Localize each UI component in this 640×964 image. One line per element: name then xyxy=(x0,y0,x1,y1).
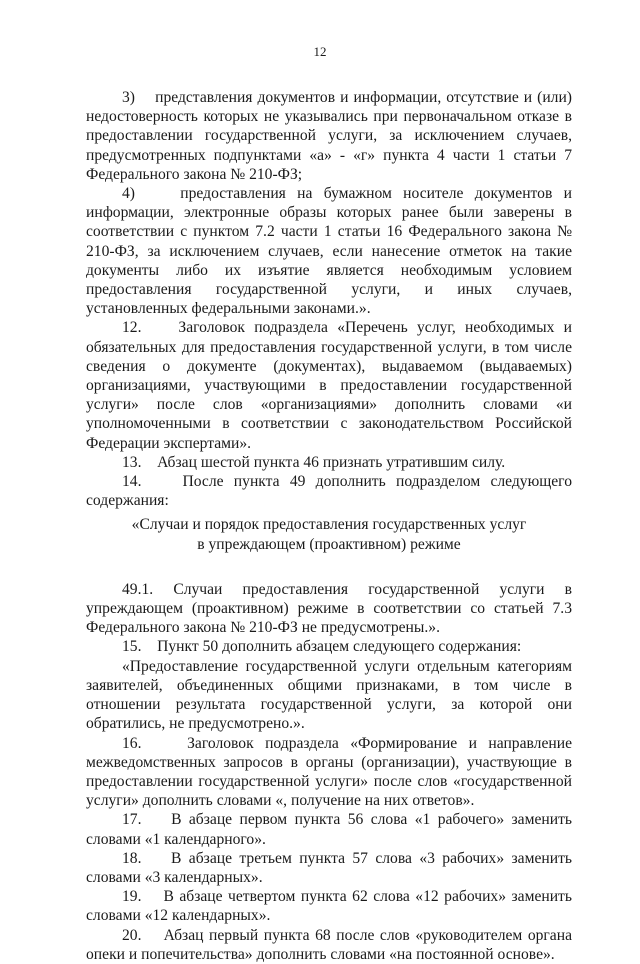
paragraph-19: 19. В абзаце четвертом пункта 62 слова «12 рабочих» заменить словами «12 календарных». xyxy=(86,888,572,925)
section-heading xyxy=(86,515,572,553)
paragraph-16: 16. Заголовок подраздела «Формирование и направление межведомственных запросов в органы (организации), участвующие в предоставлении государственной услуги» после слов «государственной услуги» дополнить словами «, получение на них ответов». xyxy=(86,734,572,810)
paragraph-17: 17. В абзаце первом пункта 56 слова «1 рабочего» заменить словами «1 календарного». xyxy=(86,811,572,848)
page-number: 12 xyxy=(313,44,327,59)
paragraph-item-3: 3) представления документов и информации, отсутствие и (или) недостоверность которых не указывались при первоначальном отказе в предоставлении государственной услуги, за исключением случаев, предусмотренных подпунктами «а» - «г» пункта 4 части 1 статьи 7 Федерального закона № 210-ФЗ; xyxy=(86,89,572,183)
section-heading-line-2: в упреждающем (проактивном) режиме xyxy=(197,535,461,553)
paragraph-15: 15. Пункт 50 дополнить абзацем следующего содержания: xyxy=(122,638,522,656)
document-body xyxy=(86,88,572,964)
section-heading-line-1: «Случаи и порядок предоставления государственных услуг xyxy=(131,516,527,534)
paragraph-12: 12. Заголовок подраздела «Перечень услуг, необходимых и обязательных для предоставления государственной услуги, в том числе сведения о документе (документах), выдаваемом (выдаваемых) организациями, участвующими в предоставлении государственной услуги» после слов «организациями» дополнить словами «и уполномоченными в соответствии с законодательством Российской Федерации экспертами». xyxy=(86,319,572,452)
paragraph-14: 14. После пункта 49 дополнить подразделом следующего содержания: xyxy=(86,473,572,510)
spacer xyxy=(86,554,572,580)
paragraph-15-quote: «Предоставление государственной услуги отдельным категориям заявителей, объединенных общими признаками, в том числе в отношении результата государственной услуги, за которой они обратились, не предусмотрено.». xyxy=(86,657,572,733)
paragraph-20: 20. Абзац первый пункта 68 после слов «руководителем органа опеки и попечительства» дополнить словами «на постоянной основе». xyxy=(86,926,572,963)
paragraph-18: 18. В абзаце третьем пункта 57 слова «3 рабочих» заменить словами «3 календарных». xyxy=(86,849,572,886)
paragraph-13: 13. Абзац шестой пункта 46 признать утратившим силу. xyxy=(122,453,506,471)
paragraph-49-1: 49.1. Случаи предоставления государственной услуги в упреждающем (проактивном) режиме в соответствии со статьей 7.3 Федерального закона № 210-ФЗ не предусмотрены.». xyxy=(86,580,572,637)
paragraph-item-4: 4) предоставления на бумажном носителе документов и информации, электронные образы которых ранее были заверены в соответствии с пунктом 7.2 части 1 статьи 16 Федерального закона № 210-ФЗ, за исключением случаев, если нанесение отметок на такие документы либо их изъятие является необходимым условием предоставления государственной услуги, и иных случаев, установленных федеральными законами.». xyxy=(86,185,572,318)
